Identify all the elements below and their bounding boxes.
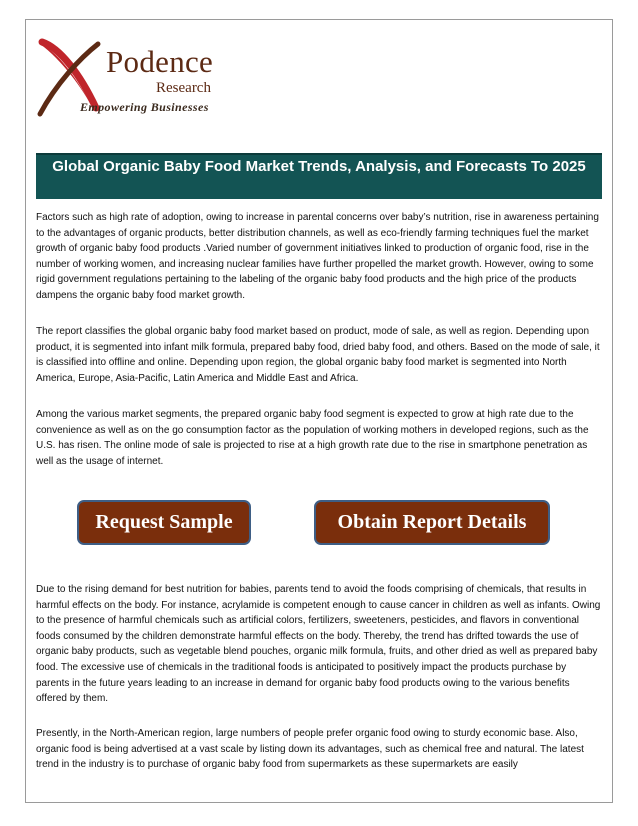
xpodence-logo xyxy=(36,36,236,126)
report-title: Global Organic Baby Food Market Trends, Analysis, and Forecasts To 2025 xyxy=(36,153,602,199)
paragraph-factors: Factors such as high rate of adoption, owing to increase in parental concerns over baby’s nutrition, rise in awareness pertaining to the advantages of organic products, better distribution channels, as well as eco-friendly farming techniques fuel the market growth of organic baby food products .Varied number of government initiatives linked to production of organic food, rise in the number of working women, and increasing nuclear families have further propelled the market growth. However, owing to some rigid government regulations pertaining to the labeling of the organic baby food products and the high price of the products dampens the organic baby food market growth. xyxy=(36,212,599,301)
paragraph-segments: Among the various market segments, the prepared organic baby food segment is expected to grow at high rate due to the convenience as well as on the go consumption factor as the population of working mothers in developed regions, such as the U.S. has risen. The online mode of sale is projected to rise at a high growth rate due to the rise in smartphone penetration as well as the usage of internet. xyxy=(36,409,589,467)
logo-tagline: Empowering Businesses xyxy=(80,100,209,114)
paragraph-classification: The report classifies the global organic baby food market based on product, mode of sale, as well as region. Depending upon product, it is segmented into infant milk formula, prepared baby food, dried baby food, and others. Based on the mode of sale, it is classified into offline and online. Depending upon region, the global organic baby food market is segmented into North America, Europe, Asia-Pacific, Latin America and Middle East and Africa. xyxy=(36,326,600,384)
logo-subtitle: Research xyxy=(156,80,211,96)
obtain-report-details-button[interactable]: Obtain Report Details xyxy=(314,500,550,545)
paragraph-north-america: Presently, in the North-American region, large numbers of people prefer organic food owing to sturdy economic base. Also, organic food is being advertised at a vast scale by listing down its advantages, such as chemical free and natural. The latest trend in the industry is to purchase of organic baby food from supermarkets as these supermarkets are easily xyxy=(36,728,584,771)
paragraph-demand: Due to the rising demand for best nutrition for babies, parents tend to avoid the foods comprising of chemicals, that results in harmful effects on the body. For instance, acrylamide is competent enough to cause cancer in children as well as infants. Owing to the presence of harmful chemicals such as artificial colors, fertilizers, sweeteners, pesticides, and flavors in conventional foods consumed by the children demonstrate harmful effects on the body. Thereby, the trend has drifted towards the use of organic baby products, such as vegetable blend pouches, organic milk formula, fruits, and other dried as well as prepared baby food. The excessive use of chemicals in the traditional foods is anticipated to positively impact the products purchase by parents in the future years leading to an increase in demand for organic baby food products owing to the various benefits offered by them. xyxy=(36,584,601,705)
request-sample-button[interactable]: Request Sample xyxy=(77,500,251,545)
logo-name: Podence xyxy=(106,44,214,79)
